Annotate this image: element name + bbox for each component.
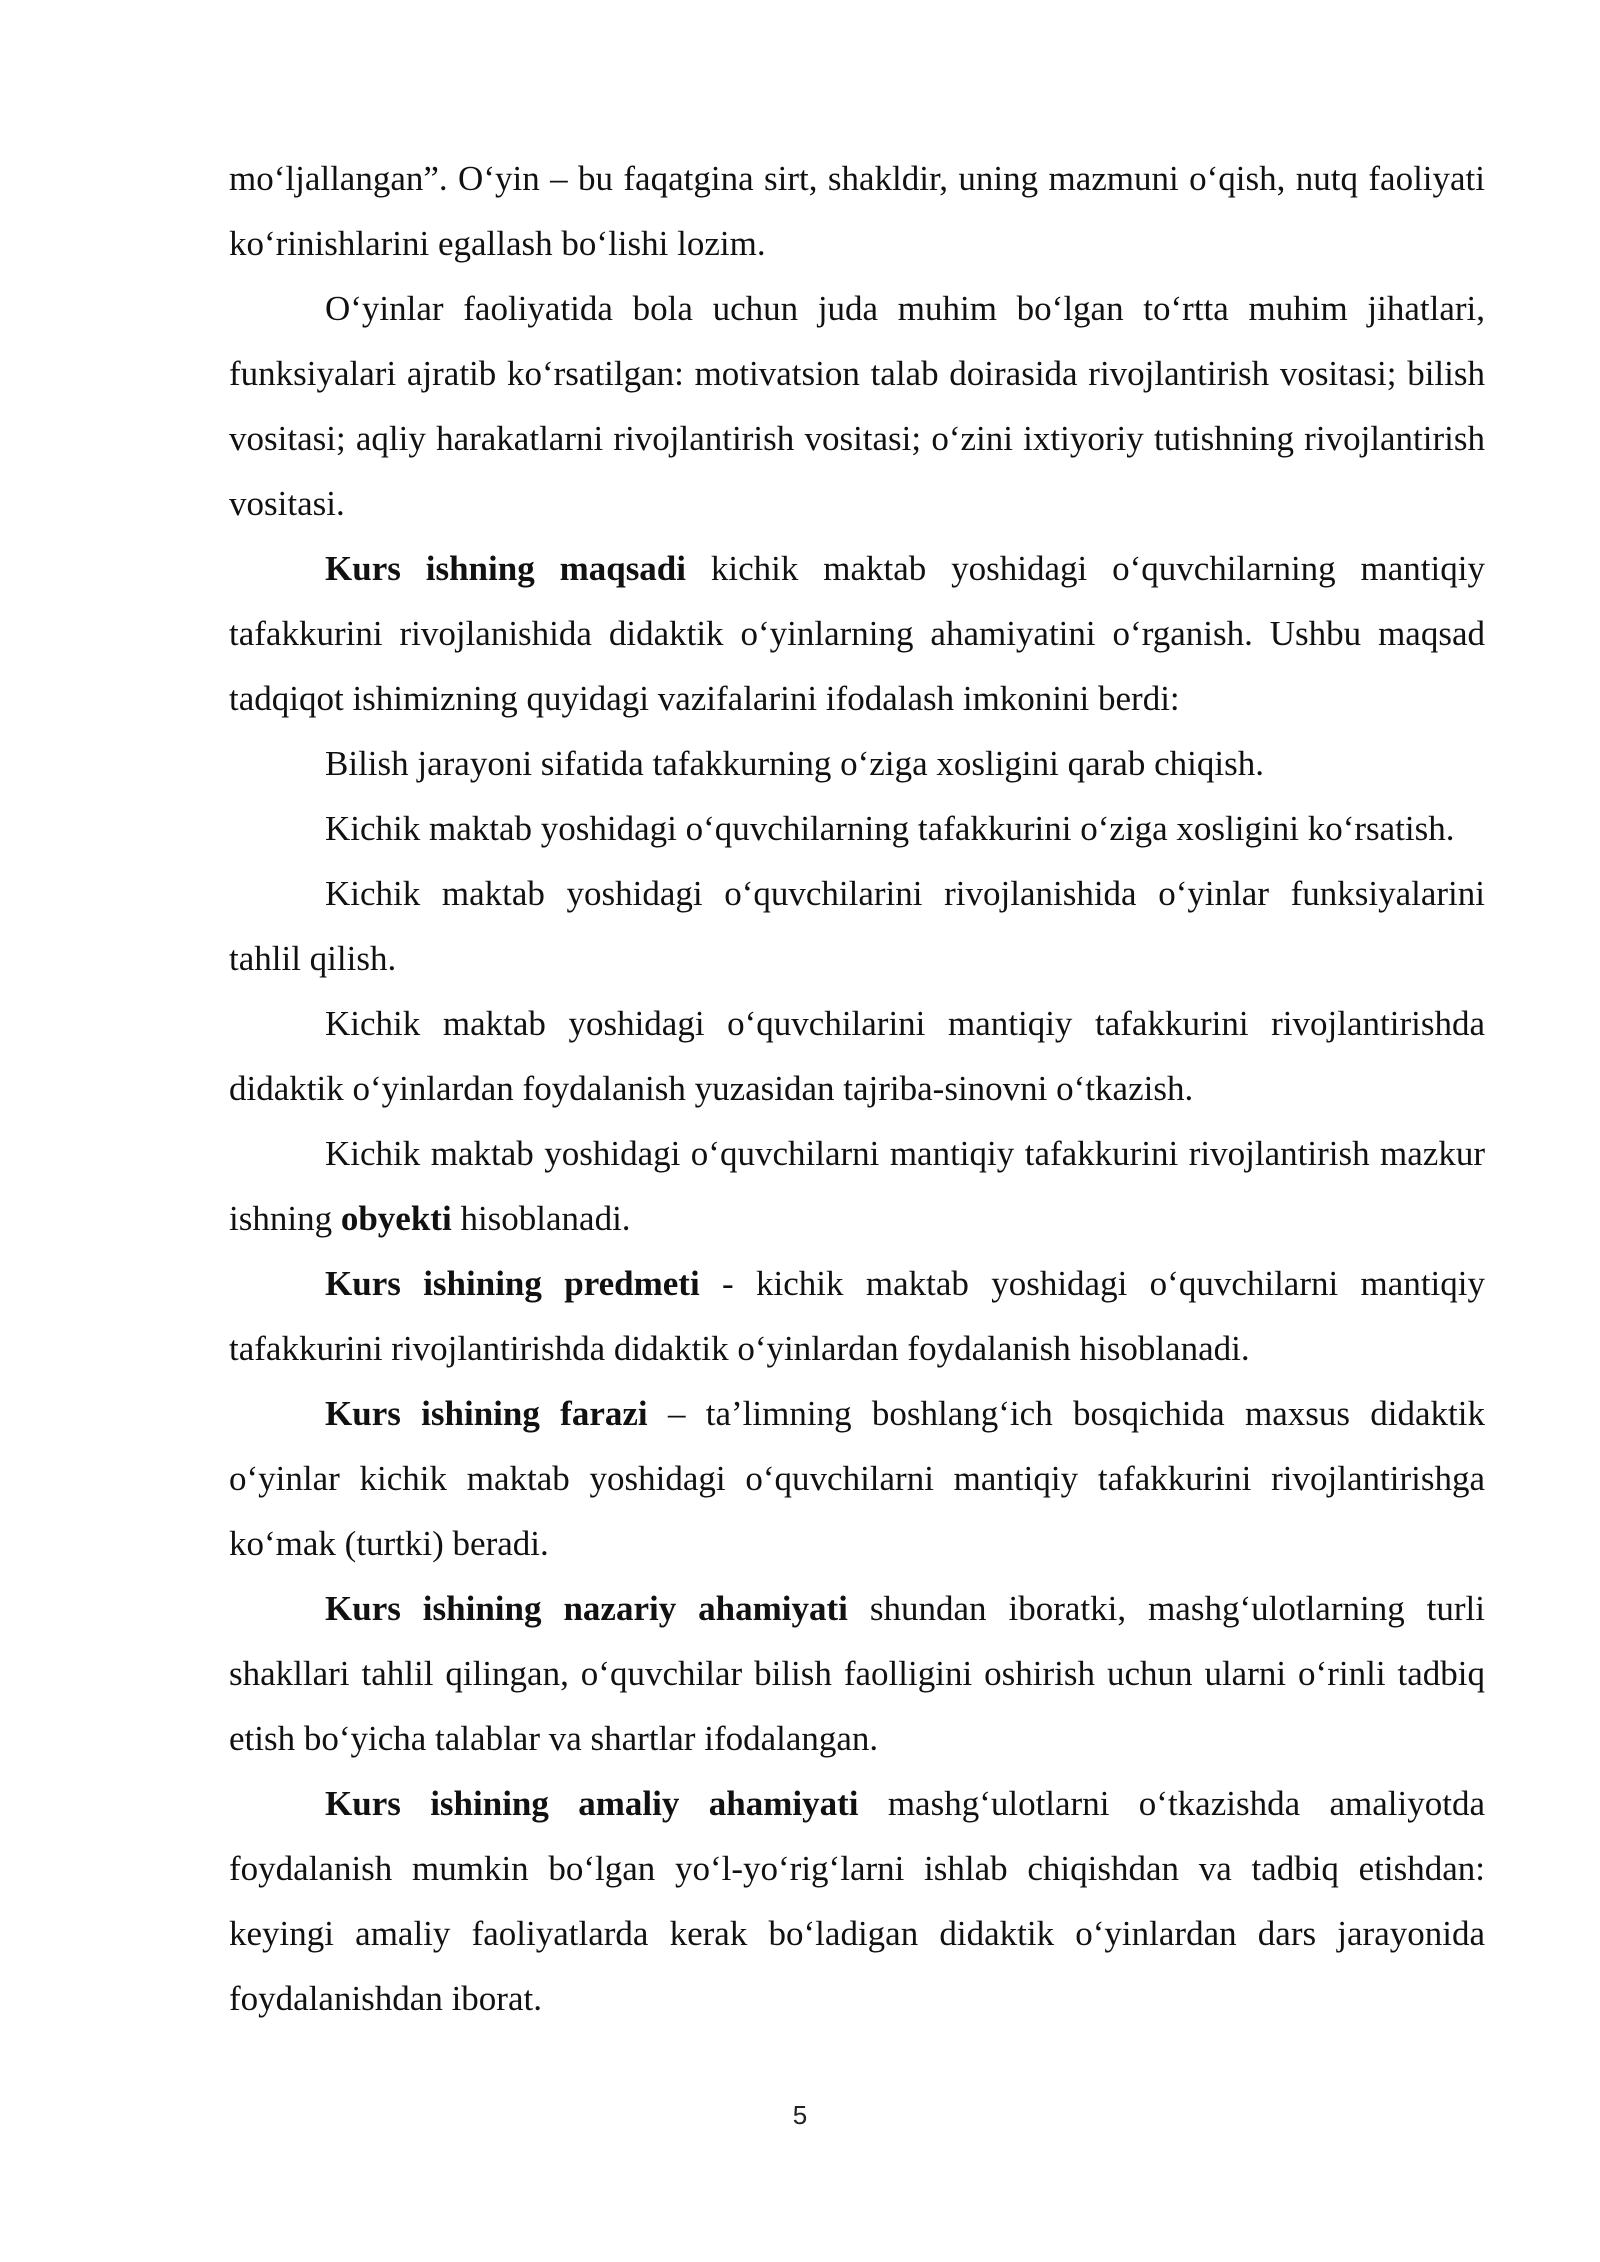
- paragraph-text: - kichik maktab yoshidagi o‘quvchilarni mantiqiy tafakkurini rivojlantirishda didaktik o‘yinlardan foydalanish hisoblanadi.: [229, 1264, 1485, 1368]
- paragraph-text: kichik maktab yoshidagi o‘quvchilarning mantiqiy tafakkurini rivojlanishida didaktik o‘yinlarning ahamiyatini o‘rganish. Ushbu maqsad tadqiqot ishimizning quyidagi vazifalarini ifodalash imkonini berdi:: [229, 549, 1485, 718]
- paragraph-text: O‘yinlar faoliyatida bola uchun juda muhim bo‘lgan to‘rtta muhim jihatlari, funksiyalari ajratib ko‘rsatilgan: motivatsion talab doirasida rivojlantirish vositasi; bilish vositasi; aqliy harakatlarni rivojlantirish vositasi; o‘zini ixtiyoriy tutishning rivojlantirish vositasi.: [229, 289, 1485, 523]
- paragraph-text: Kichik maktab yoshidagi o‘quvchilarni mantiqiy tafakkurini rivojlantirish mazkur ishning: [229, 1134, 1485, 1238]
- paragraph-text: Kichik maktab yoshidagi o‘quvchilarini rivojlanishida o‘yinlar funksiyalarini tahlil qilish.: [229, 874, 1485, 978]
- paragraph-text: mashg‘ulotlarni o‘tkazishda amaliyotda foydalanish mumkin bo‘lgan yo‘l-yo‘rig‘larni ishlab chiqishdan va tadbiq etishdan: keyingi amaliy faoliyatlarda kerak bo‘ladigan didaktik o‘yinlardan dars jarayonida foydalanishdan iborat.: [229, 1784, 1485, 2018]
- paragraph-text: hisoblanadi.: [451, 1199, 631, 1238]
- bold-term: Kurs ishining farazi: [325, 1394, 648, 1433]
- bold-term: Kurs ishining predmeti: [325, 1264, 700, 1303]
- body-text: [229, 146, 1485, 2031]
- task-item: [229, 796, 1485, 861]
- paragraph-text: Bilish jarayoni sifatida tafakkurning o‘ziga xosligini qarab chiqish.: [325, 744, 1264, 783]
- bold-term: obyekti: [340, 1199, 452, 1238]
- page-number: 5: [792, 2100, 808, 2130]
- paragraph-theoretical-significance: [229, 1576, 1485, 1771]
- paragraph-text: mo‘ljallangan”. O‘yin – bu faqatgina sirt, shakldir, uning mazmuni o‘qish, nutq faoliyati ko‘rinishlarini egallash bo‘lishi lozim.: [229, 159, 1485, 263]
- paragraph-text: Kichik maktab yoshidagi o‘quvchilarini mantiqiy tafakkurini rivojlantirishda didaktik o‘yinlardan foydalanish yuzasidan tajriba-sinovni o‘tkazish.: [229, 1004, 1485, 1108]
- paragraph-text: Kichik maktab yoshidagi o‘quvchilarning tafakkurini o‘ziga xosligini ko‘rsatish.: [325, 809, 1455, 848]
- paragraph: [229, 146, 1485, 276]
- bold-term: Kurs ishining amaliy ahamiyati: [325, 1784, 859, 1823]
- paragraph-practical-significance: [229, 1771, 1485, 2031]
- bold-term: Kurs ishining nazariy ahamiyati: [325, 1589, 848, 1628]
- paragraph-subject: [229, 1251, 1485, 1381]
- paragraph-text: shundan iboratki, mashg‘ulotlarning turli shakllari tahlil qilingan, o‘quvchilar bilish faolligini oshirish uchun ularni o‘rinli tadbiq etish bo‘yicha talablar va shartlar ifodalangan.: [229, 1589, 1485, 1758]
- paragraph-goal: [229, 536, 1485, 731]
- paragraph-object: [229, 1121, 1485, 1251]
- paragraph-hypothesis: [229, 1381, 1485, 1576]
- paragraph-text: – ta’limning boshlang‘ich bosqichida maxsus didaktik o‘yinlar kichik maktab yoshidagi o‘quvchilarni mantiqiy tafakkurini rivojlantirishga ko‘mak (turtki) beradi.: [229, 1394, 1485, 1563]
- paragraph: [229, 276, 1485, 536]
- task-item: [229, 991, 1485, 1121]
- bold-term: Kurs ishning maqsadi: [325, 549, 686, 588]
- task-item: [229, 861, 1485, 991]
- task-item: [229, 731, 1485, 796]
